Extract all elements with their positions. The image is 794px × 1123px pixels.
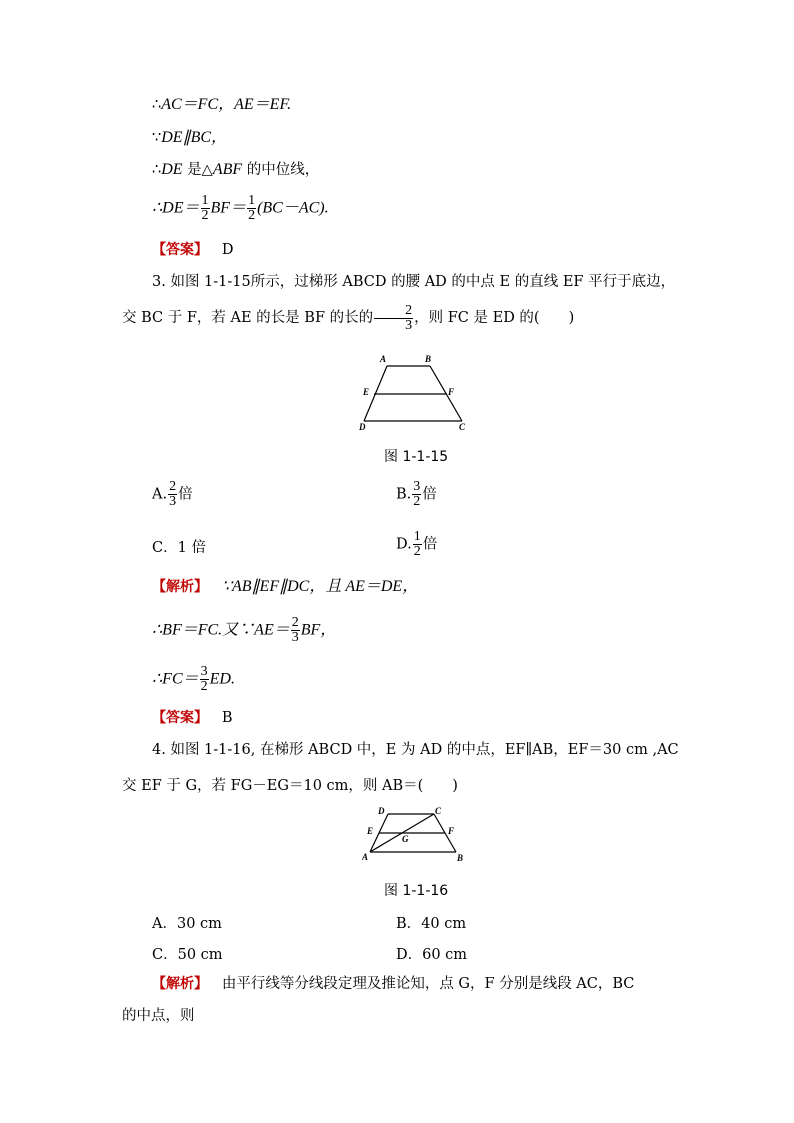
label-C: C: [459, 422, 466, 432]
question-3-text: 3. 如图 1-1-15所示，过梯形 ABCD 的腰 AD 的中点 E 的直线 EF 平行于底边，交 BC 于 F，若 AE 的长是 BF 的长的 $\frac{2}{3}$ ，则 FC 是 ED 的( ): [122, 274, 676, 333]
analysis-3-line-3: ∴FC＝ $\frac{3}{2}$ ED.: [152, 664, 235, 694]
option-d[interactable]: D．60 cm: [396, 947, 468, 963]
label-A: A: [362, 852, 369, 862]
label-E: E: [363, 387, 370, 397]
option-b[interactable]: B. $\frac{3}{2}$ 倍: [396, 479, 437, 509]
label-B: B: [425, 354, 432, 364]
question-4-text: 4. 如图 1-1-16, 在梯形 ABCD 中，E 为 AD 的中点，EF∥AB，EF＝30 cm ,AC 交 EF 于 G，若 FG－EG＝10 cm，则 AB＝( ): [122, 742, 679, 794]
analysis-4-line-2: 的中点，则: [122, 1008, 195, 1024]
answer-3: 【答案】 B: [152, 710, 233, 726]
option-a[interactable]: A．30 cm: [152, 916, 222, 932]
label-C: C: [435, 806, 442, 816]
figure-1-1-16: [362, 804, 472, 866]
label-F: F: [448, 826, 455, 836]
label-E: E: [367, 826, 374, 836]
figure-1-1-15: [355, 350, 475, 436]
figure-caption: 图 1-1-16: [384, 883, 449, 899]
fraction: $\frac{3}{2}$: [200, 664, 208, 694]
figure-caption: 图 1-1-15: [384, 449, 449, 465]
fraction: $\frac{2}{3}$: [291, 615, 299, 645]
fraction: $\frac{1}{2}$: [201, 193, 209, 223]
analysis-4-line-1: 【解析】 由平行线等分线段定理及推论知，点 G，F 分别是线段 AC，BC: [152, 976, 635, 992]
proof-line-2: ∵DE∥BC，: [152, 129, 228, 146]
option-d[interactable]: D. $\frac{1}{2}$ 倍: [396, 529, 438, 559]
label-D: D: [378, 806, 385, 816]
label-B: B: [457, 853, 464, 863]
proof-line-3: ∴DE 是△ABF 的中位线，: [152, 161, 320, 178]
label-D: D: [359, 422, 366, 432]
label-F: F: [448, 387, 455, 397]
fraction: $\frac{2}{3}$: [374, 304, 413, 333]
fraction: $\frac{1}{2}$: [248, 193, 256, 223]
label-G: G: [402, 834, 409, 844]
analysis-3-line-2: ∴BF＝FC.又∵AE＝ $\frac{2}{3}$ BF，: [152, 615, 337, 645]
answer-1: 【答案】 D: [152, 242, 234, 258]
proof-line-1: ∴AC＝FC，AE＝EF.: [152, 96, 292, 113]
label-A: A: [380, 354, 387, 364]
option-c[interactable]: C．1 倍: [152, 540, 206, 556]
option-c[interactable]: C．50 cm: [152, 947, 223, 963]
option-b[interactable]: B．40 cm: [396, 916, 467, 932]
analysis-3-line-1: 【解析】 ∵AB∥EF∥DC，且 AE＝DE，: [152, 578, 419, 595]
de-formula: ∴DE＝ $\frac{1}{2}$ BF＝ $\frac{1}{2}$ (BC－AC).: [152, 193, 329, 223]
option-a[interactable]: A. $\frac{2}{3}$ 倍: [152, 479, 193, 509]
